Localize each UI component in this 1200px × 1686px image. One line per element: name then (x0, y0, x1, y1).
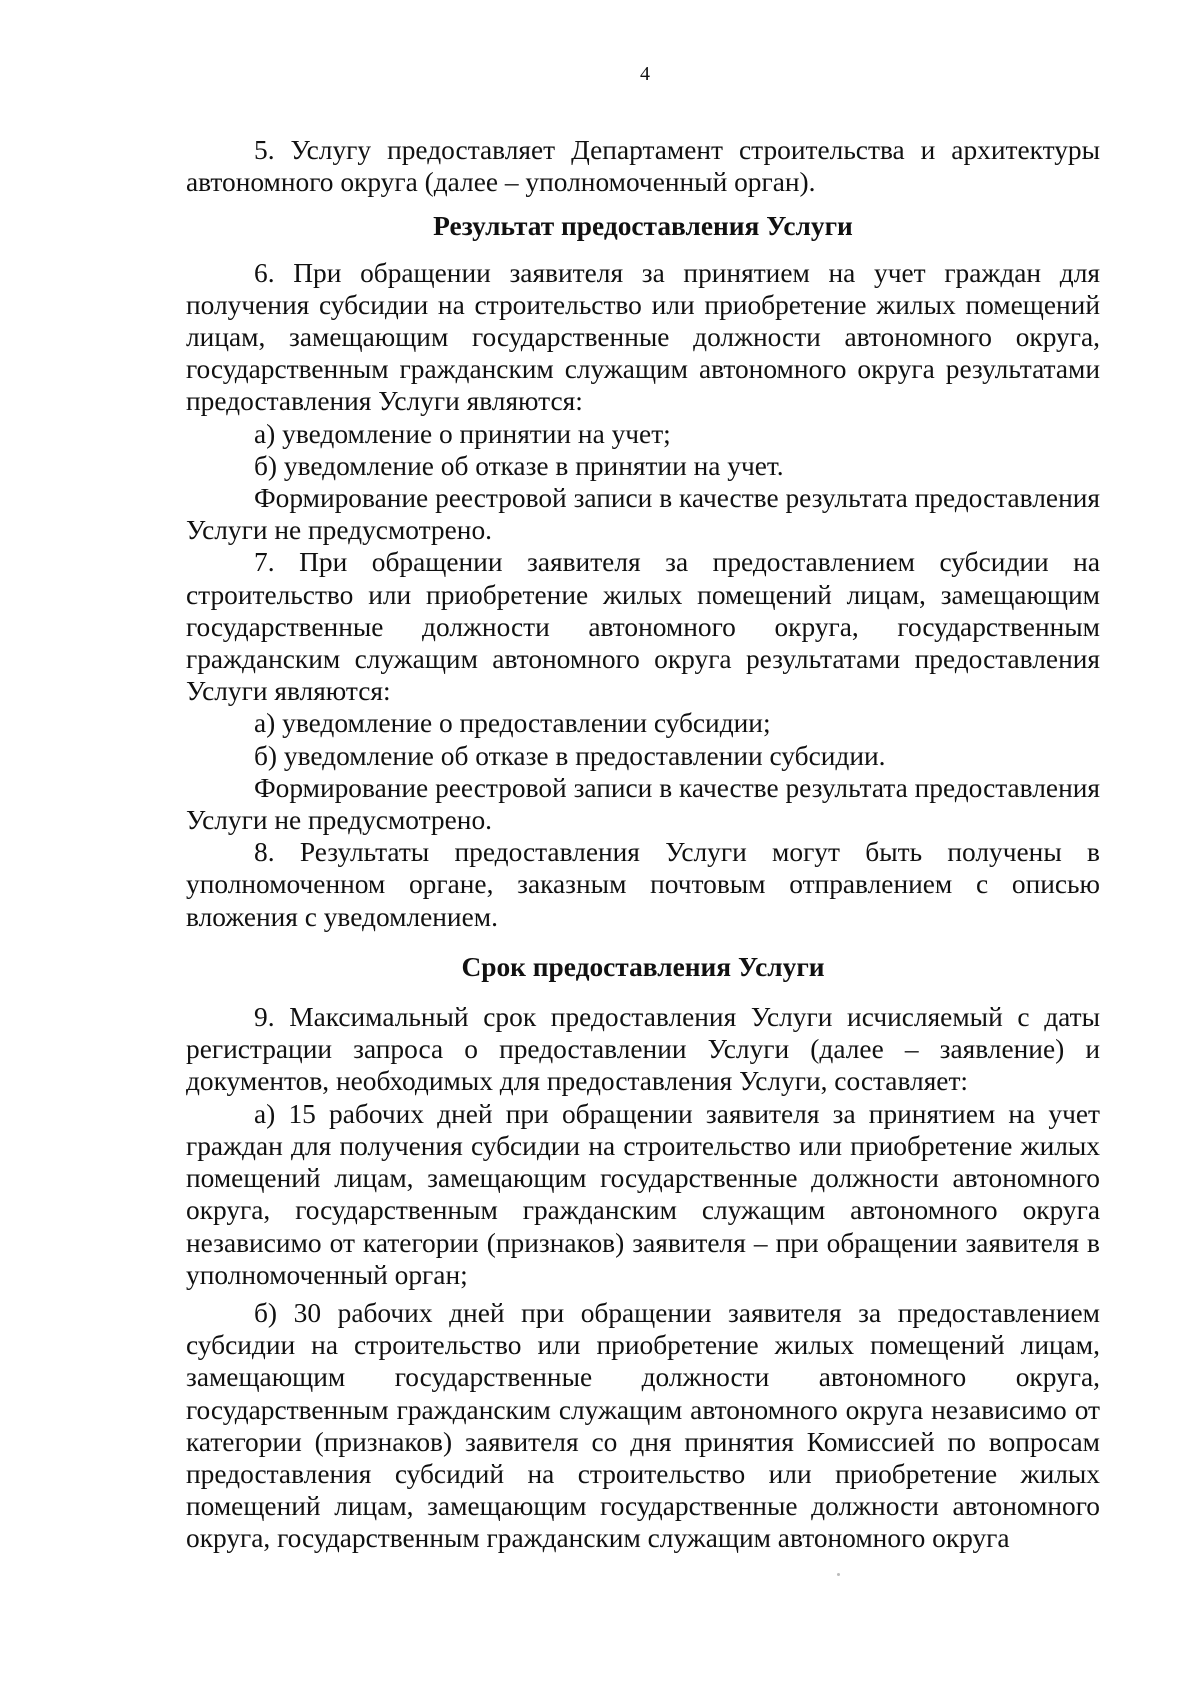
paragraph-6-item-a: а) уведомление о принятии на учет; (254, 418, 671, 449)
paragraph-9-item-a: а) 15 рабочих дней при обращении заявителя за принятием на учет граждан для получения субсидии на строительство или приобретение жилых помещений лицам, замещающим государственные должности автономного округа, государственным гражданским служащим автономного округа независимо от категории (признаков) заявителя – при обращении заявителя в уполномоченный орган; (186, 1098, 1100, 1290)
paragraph-9-item-b: б) 30 рабочих дней при обращении заявителя за предоставлением субсидии на строительство или приобретение жилых помещений лицам, замещающим государственные должности автономного округа, государственным гражданским служащим автономного округа независимо от категории (признаков) заявителя со дня принятия Комиссией по вопросам предоставления субсидий на строительство или приобретение жилых помещений лицам, замещающим государственные должности автономного округа, государственным гражданским служащим автономного округа (186, 1297, 1100, 1554)
paragraph-7-item-b: б) уведомление об отказе в предоставлении субсидии. (254, 740, 886, 771)
paragraph-6-note: Формирование реестровой записи в качестве результата предоставления Услуги не предусмотрено. (186, 483, 1100, 546)
paragraph-7: 7. При обращении заявителя за предоставлением субсидии на строительство или приобретение жилых помещений лицам, замещающим государственные должности автономного округа, государственным гражданским служащим автономного округа результатами предоставления Услуги являются: (186, 547, 1100, 707)
section-heading-result: Результат предоставления Услуги (433, 211, 853, 242)
paragraph-6-item-b: б) уведомление об отказе в принятии на учет. (254, 450, 784, 481)
paragraph-6: 6. При обращении заявителя за принятием на учет граждан для получения субсидии на строительство или приобретение жилых помещений лицам, замещающим государственные должности автономного округа, государственным гражданским служащим автономного округа результатами предоставления Услуги являются: (186, 257, 1100, 417)
paragraph-7-note: Формирование реестровой записи в качестве результата предоставления Услуги не предусмотрено. (186, 772, 1100, 836)
section-heading-term: Срок предоставления Услуги (461, 951, 825, 982)
paragraph-7-item-a: а) уведомление о предоставлении субсидии; (254, 708, 771, 739)
paragraph-5: 5. Услугу предоставляет Департамент строительства и архитектуры автономного округа (далее – уполномоченный орган). (186, 135, 1100, 198)
document-body (186, 134, 1100, 1555)
page-number: 4 (640, 63, 650, 85)
paragraph-8: 8. Результаты предоставления Услуги могут быть получены в уполномоченном органе, заказным почтовым отправлением с описью вложения с уведомлением. (186, 837, 1100, 932)
scan-speck (837, 1573, 840, 1576)
paragraph-9: 9. Максимальный срок предоставления Услуги исчисляемый с даты регистрации запроса о предоставлении Услуги (далее – заявление) и документов, необходимых для предоставления Услуги, составляет: (186, 1002, 1100, 1097)
